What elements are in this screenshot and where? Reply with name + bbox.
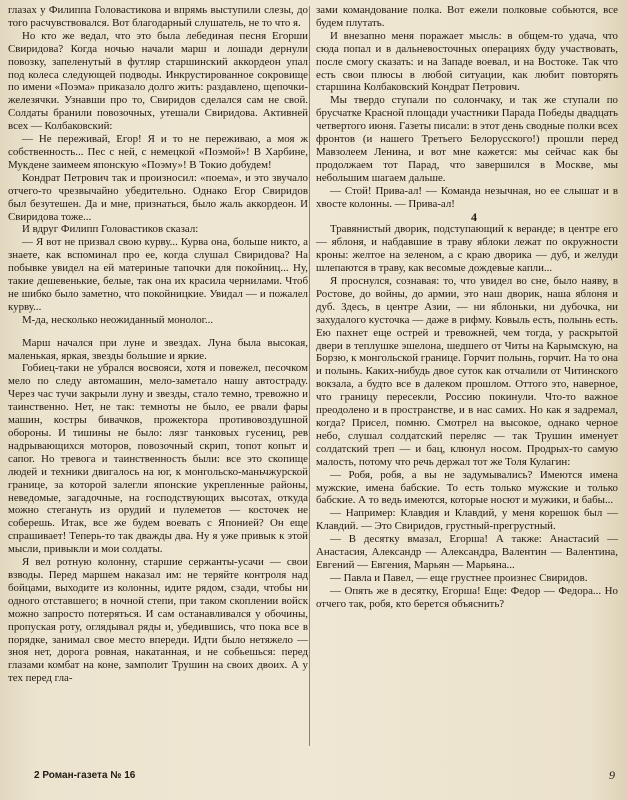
paragraph: Но кто же ведал, что это была лебединая песня Егорши Свиридова? Когда ночью начали марш и лошади дернули повозку, запеленутый в футляр старшинский аккордеон упал под колеса следующей подводы. Инкрустированное сокровище по имени «Поэма» приказало долго жить: раздавлено, щепочки-железячки. Узнавши про то, Свиридов сделался сам не свой. Солдаты бранили повозочных, утешали Свиридова. Активней всех — Колбаковский: (8, 29, 308, 133)
paragraph: — Я вот не призвал свою курву... Курва она, больше никто, а знаете, как вспоминал про ее, когда слушал Свиридова? На побывке увидел на ей материные тапочки для покойниц... Ну, такие дешевенькие, белые, так она их красила чернилами. Чтоб не шибко было заметно, что покойницкие. Увидал — и пожалел курву... (8, 236, 308, 313)
left-column (8, 4, 308, 685)
page-number: 9 (609, 768, 615, 782)
paragraph: Я вел ротную колонну, старшие сержанты-усачи — свои взводы. Перед маршем наказал им: не теряйте контроля над бойцами, выходите из колонны, идите рядом, сзади, чтобы ни одного отставшего; в ночной степи, при таком скоплении войск можно запросто потеряться. И сам останавливался у обочины, пропуская роту, оглядывал ряды и, убедившись, что пока все в порядке, занимал свое место впереди. Идти было нетяжело — зноя нет, дорога ровная, накатанная, и не собьешься: перед глазами комбат на коне, замполит Трушин на своих двоих. А у тех перед гла- (8, 556, 308, 685)
paragraph: И вдруг Филипп Головастиков сказал: (22, 223, 199, 236)
paragraph: И внезапно меня поражает мысль: в общем-то удача, что сюда попал и в дальневосточных операциях буду участвовать, после смогу сказать: и на Западе воевал, и на Востоке. Так что есть свои плюсы в любой ситуации, как любит повторять старшина Колбаковский Кондрат Петрович. (316, 29, 618, 94)
paragraph: — Павла и Павел, — еще грустнее произнес Свиридов. (330, 571, 588, 584)
column-divider (309, 6, 310, 746)
paragraph: Гобиец-таки не убрался восвояси, хотя и повежел, песочком мело по следу автомашин, мело-заметало нашу автостраду. Через час тучи закрыли луну и звезды, стало темно, тревожно и таинственно. Нет, не так: темноты не было, ее рвали фары машин, костры бивачков, прожектора противовоздушной обороны. И тишины не было: лязг танковых гусениц, рев надрывающихся моторов, повозочный скрип, топот копыт и сапог. Но тревога и таинственность были: все это скопище людей и техники двигалось на юг, к монгольско-маньчжурской границе, за которой залегли японские укрепленные районы, неведомые, загадочные, на господствующих высотах, откуда можно стегануть из орудий и пулеметов — косточек не соберешь. Итак, все же будем воевать с Японией? Он еще спрашивает! Теперь-то так дважды два. Ну я уже привык к этой мысли, привыкли и мои солдаты. (8, 362, 308, 556)
section-number: 4 (471, 209, 477, 224)
paragraph: зами командование полка. Вот ежели полковые собьются, все будем плутать. (316, 4, 618, 29)
paragraph: М-да, несколько неожиданный монолог... (22, 313, 214, 326)
right-column-top-text (316, 4, 618, 211)
paragraph: — Например: Клавдия и Клавдий, у меня корешок был — Клавдий. — Это Свиридов, грустный-прегрустный. (316, 507, 618, 533)
footer-publication: 2 Роман-газета № 16 (34, 770, 136, 781)
paragraph: Кондрат Петрович так и произносил: «поема», и это звучало отчего-то чрезвычайно убедительно. Однако Егор Свиридов был безутешен. Да и мне, признаться, было жаль аккордеон. И Свиридова тоже... (8, 171, 308, 223)
paragraph: Мы твердо ступали по солончаку, и так же ступали по брусчатке Красной площади участники Парада Победы двадцать четвертого июня. Газеты писали: в этот день сводные полки всех фронтов (и нашего Третьего Белорусского!) прошли перед Мавзолеем Ленина, и вот мне кажется: мы сейчас как бы продолжаем тот Парад, что завершился в Москве, мы небольшим шагаем дальше. (316, 94, 619, 184)
paragraph: — Не переживай, Егор! Я и то не переживаю, а моя ж собственность... Пес с ней, с немецкой «Поэмой»! В Харбине, Мукдене заимеем японскую «Поэму»! В Токио добудем! (8, 133, 308, 171)
paragraph: — В десятку вмазал, Егорша! А также: Анастасий — Анастасия, Александр — Александра, Валентин — Валентина, Евгений — Евгения, Марьян — Марьяна... (316, 533, 618, 571)
paragraph: — Опять же в десятку, Егорша! Еще: Федор — Федора... Но отчего так, робя, кто берется объяснить? (316, 584, 618, 610)
paragraph: глазах у Филиппа Головастикова и впрямь выступили слезы, до того расчувствовался. Вот благодарный слушатель, не то что я. (8, 4, 308, 29)
right-column (316, 4, 618, 611)
paragraph: Марш начался при луне и звездах. Луна была высокая, маленькая, яркая, звезды большие и яркие. (8, 336, 308, 362)
paragraph: — Стой! Прива-ал! — Команда незычная, но ее слышат и в хвосте колонны. — Прива-ал! (316, 184, 618, 210)
paragraph: Травянистый дворик, подступающий к веранде; в центре его — яблоня, и набдавшие в траву яблоки лежат по окружности кроны: желтое на зеленом, а с краю дворика — дуб, и желуди шлепаются в траву, как весомые дождевые капли... (316, 223, 618, 275)
paragraph: Я проснулся, сознавая: то, что увидел во сне, было наяву, в Ростове, до войны, до армии, это наш дворик, наша яблоня и дуб. Здесь, в центре Азии, — ни яблоньки, ни дубочка, ни захудалого кусточка — даже в рифму. Ковыль есть, полынь есть. Ею пахнет еще острей и тревожней, чем тогда, у раскрытой двери в теплушке эшелона, шедшего от Читы на Карымскую, на Борзю, к монгольской границе. Горчит полынь, горчит. На то она и полынь. Каких-нибудь двое суток как отчалили от Читинского вокзала, а будто все в далеком прошлом. Оттого это, наверное, что границу пересекли, Россию покинули. Что-то важное преодолено и в пространстве, и в нас самих. Но как я задремал, когда? Присел, помню. Смотрел на высокое, однако черное небо, слушал солдатский переляс — так Трушин именует солдатский треп — и бац, клюнул носом. Продрых-то самую малость, потому что речь держал тот же Толя Кулагин: (316, 275, 618, 468)
right-column-bottom-text (316, 223, 618, 610)
paragraph: — Робя, робя, а вы не задумывались? Имеются имена мужские, имена бабские. То есть только мужские и только бабские. А то ведь имеются, которые носют и мужики, и бабы... (316, 468, 618, 507)
